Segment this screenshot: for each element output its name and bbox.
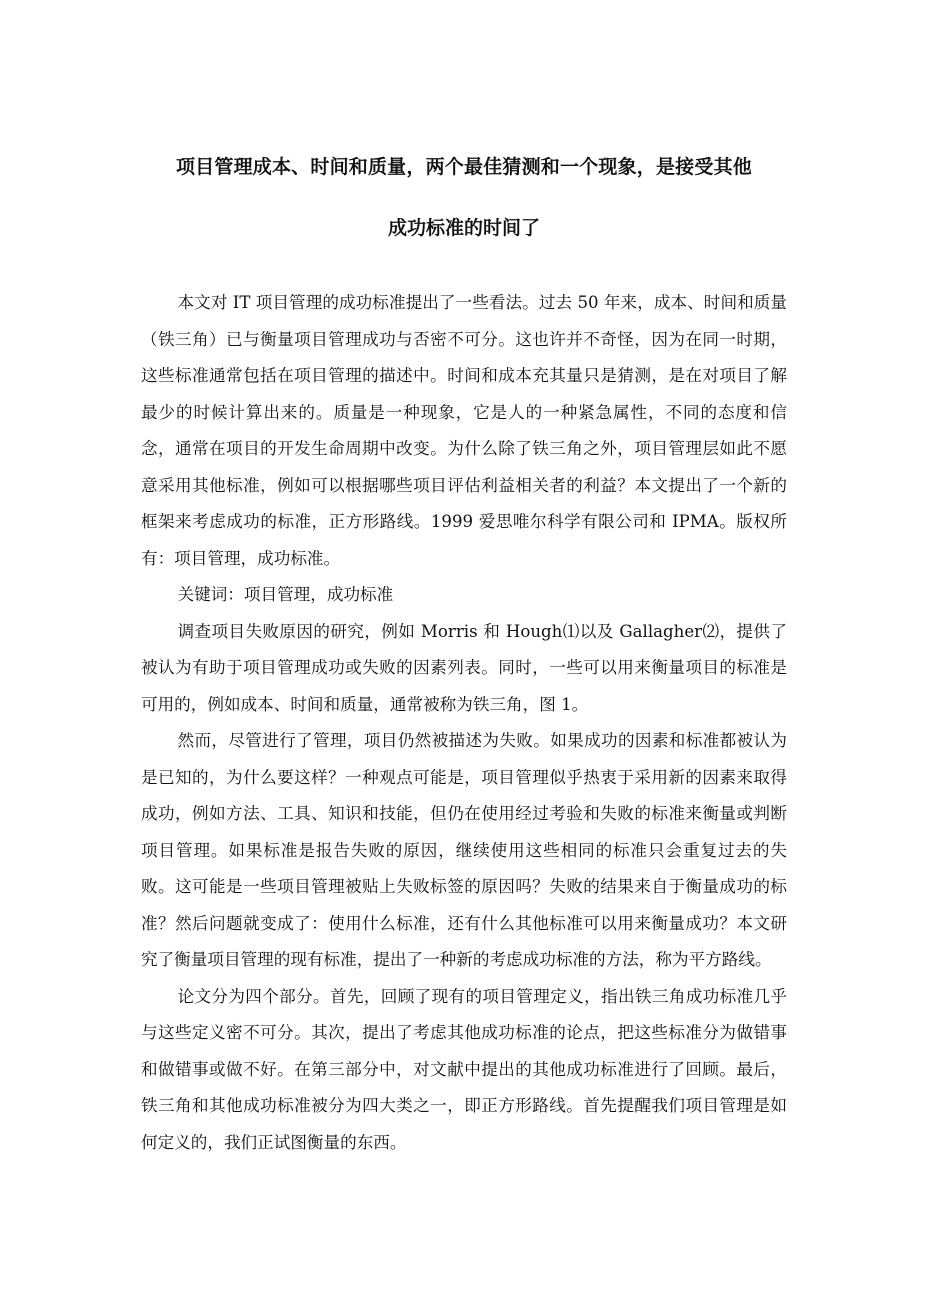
document-body <box>141 285 787 1161</box>
keywords-paragraph: 关键词：项目管理，成功标准 <box>177 585 394 604</box>
body-paragraph: 然而，尽管进行了管理，项目仍然被描述为失败。如果成功的因素和标准都被认为是已知的，为什么要这样？一种观点可能是，项目管理似乎热衷于采用新的因素来取得成功，例如方法、工具、知识和技能，但仍在使用经过考验和失败的标准来衡量或判断项目管理。如果标准是报告失败的原因，继续使用这些相同的标准只会重复过去的失败。这可能是一些项目管理被贴上失败标签的原因吗？失败的结果来自于衡量成功的标准？然后问题就变成了：使用什么标准，还有什么其他标准可以用来衡量成功？本文研究了衡量项目管理的现有标准，提出了一种新的考虑成功标准的方法，称为平方路线。 <box>141 731 787 969</box>
title-line-2: 成功标准的时间了 <box>387 217 540 239</box>
body-paragraph: 论文分为四个部分。首先，回顾了现有的项目管理定义，指出铁三角成功标准几乎与这些定义密不可分。其次，提出了考虑其他成功标准的论点，把这些标准分为做错事和做错事或做不好。在第三部分中，对文献中提出的其他成功标准进行了回顾。最后，铁三角和其他成功标准被分为四大类之一，即正方形路线。首先提醒我们项目管理是如何定义的，我们正试图衡量的东西。 <box>141 986 787 1152</box>
title-line-1: 项目管理成本、时间和质量，两个最佳猜测和一个现象，是接受其他 <box>175 156 752 178</box>
abstract-paragraph: 本文对 IT 项目管理的成功标准提出了一些看法。过去 50 年来，成本、时间和质量（铁三角）已与衡量项目管理成功与否密不可分。这也许并不奇怪，因为在同一时期，这些标准通常包括在项目管理的描述中。时间和成本充其量只是猜测，是在对项目了解最少的时候计算出来的。质量是一种现象，它是人的一种紧急属性，不同的态度和信念，通常在项目的开发生命周期中改变。为什么除了铁三角之外，项目管理层如此不愿意采用其他标准，例如可以根据哪些项目评估利益相关者的利益？本文提出了一个新的框架来考虑成功的标准，正方形路线。1999 爱思唯尔科学有限公司和 IPMA。版权所有：项目管理，成功标准。 <box>141 293 787 568</box>
body-paragraph: 调查项目失败原因的研究，例如 Morris 和 Hough⑴以及 Gallagher⑵，提供了被认为有助于项目管理成功或失败的因素列表。同时，一些可以用来衡量项目的标准是可用的，例如成本、时间和质量，通常被称为铁三角，图 1。 <box>141 621 787 714</box>
